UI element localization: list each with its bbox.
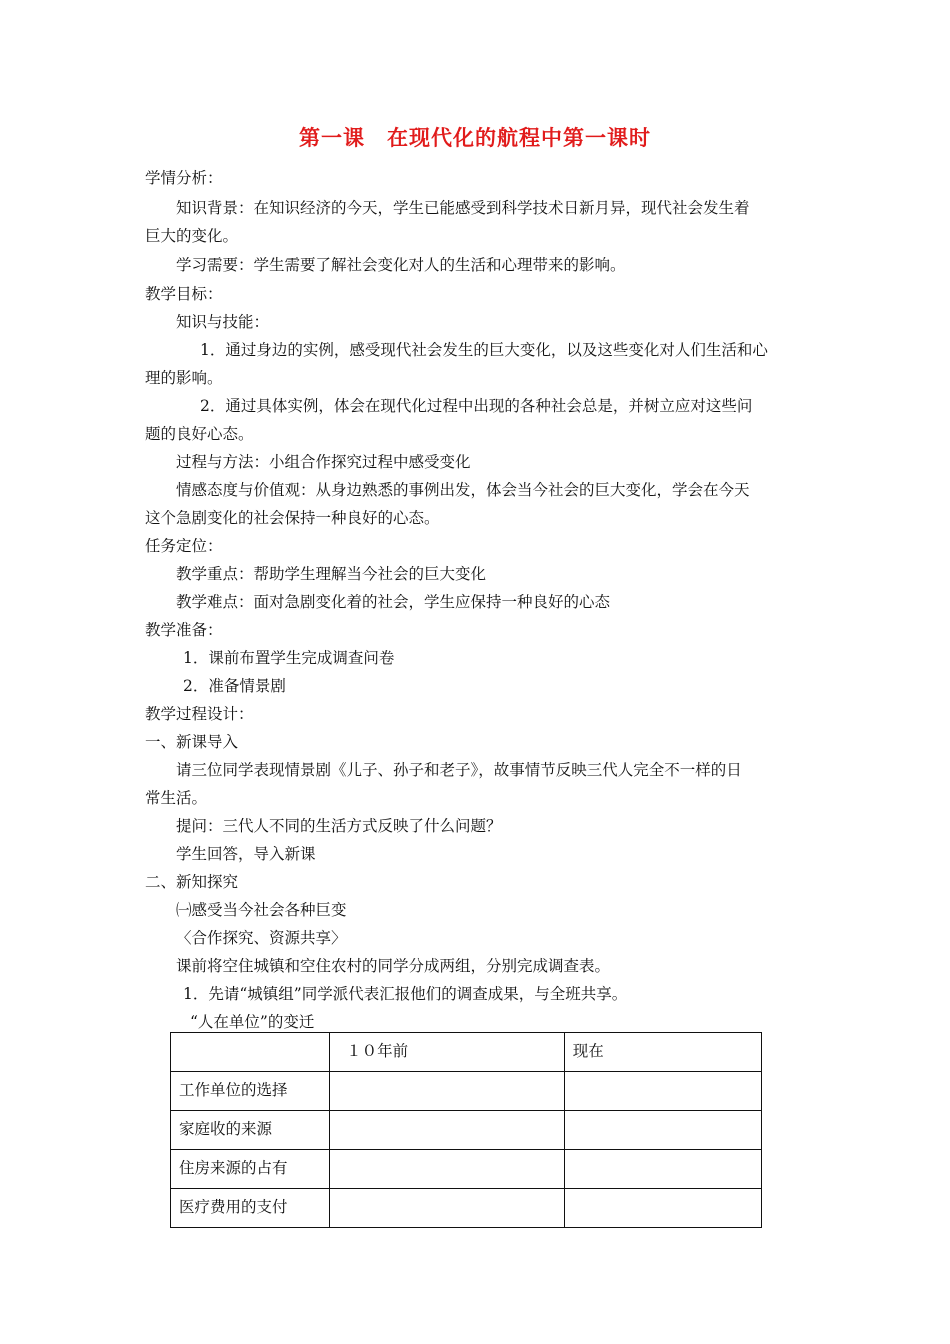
section-heading: 学情分析： [145, 169, 223, 187]
table-row [171, 1189, 762, 1228]
paragraph-line: 〈合作探究、资源共享〉 [176, 929, 347, 947]
paragraph-line: 课前将空住城镇和空住农村的同学分成两组，分别完成调查表。 [176, 957, 611, 975]
table-row [171, 1072, 762, 1111]
paragraph-line: 这个急剧变化的社会保持一种良好的心态。 [145, 509, 440, 527]
table-cell [564, 1189, 761, 1228]
subsection-heading: ㈠感受当今社会各种巨变 [176, 901, 347, 919]
table-cell: 医疗费用的支付 [171, 1189, 330, 1228]
section-heading: 一、新课导入 [145, 733, 239, 751]
table-header-row [171, 1033, 762, 1072]
section-heading: 教学过程设计： [145, 705, 254, 723]
paragraph-line: 请三位同学表现情景剧《儿子、孙子和老子》，故事情节反映三代人完全不一样的日 [176, 761, 742, 779]
table-cell [330, 1111, 565, 1150]
section-heading: 任务定位： [145, 537, 223, 555]
section-heading: 教学目标： [145, 285, 223, 303]
list-item: 1．先请“城镇组”同学派代表汇报他们的调查成果，与全班共享。 [183, 985, 628, 1003]
table-header-cell: 现在 [564, 1033, 761, 1072]
list-item: 2．准备情景剧 [183, 677, 286, 695]
table-caption: “人在单位”的变迁 [190, 1013, 315, 1031]
subsection-heading: 知识与技能： [176, 313, 270, 331]
list-item: 2．通过具体实例，体会在现代化过程中出现的各种社会总是，并树立应对这些问 [200, 397, 753, 415]
paragraph-line: 提问：三代人不同的生活方式反映了什么问题？ [176, 817, 502, 835]
paragraph-line: 巨大的变化。 [145, 227, 239, 245]
paragraph-line: 理的影响。 [145, 369, 223, 387]
page-title: 第一课 在现代化的航程中第一课时 [299, 126, 651, 150]
table-cell: 住房来源的占有 [171, 1150, 330, 1189]
survey-table [170, 1032, 762, 1228]
paragraph-line: 题的良好心态。 [145, 425, 254, 443]
paragraph-line: 情感态度与价值观：从身边熟悉的事例出发，体会当今社会的巨大变化，学会在今天 [176, 481, 750, 499]
list-item: 1．课前布置学生完成调查问卷 [183, 649, 395, 667]
section-heading: 教学准备： [145, 621, 223, 639]
paragraph-line: 知识背景：在知识经济的今天，学生已能感受到科学技术日新月异，现代社会发生着 [176, 199, 750, 217]
table-header-cell: １０年前 [330, 1033, 565, 1072]
table-cell [564, 1072, 761, 1111]
paragraph-line: 常生活。 [145, 789, 208, 807]
table-cell: 工作单位的选择 [171, 1072, 330, 1111]
paragraph-line: 学习需要：学生需要了解社会变化对人的生活和心理带来的影响。 [176, 256, 626, 274]
paragraph-line: 过程与方法：小组合作探究过程中感受变化 [176, 453, 471, 471]
table-cell: 家庭收的来源 [171, 1111, 330, 1150]
table-header-cell [171, 1033, 330, 1072]
table-cell [330, 1150, 565, 1189]
table-cell [330, 1072, 565, 1111]
section-heading: 二、新知探究 [145, 873, 239, 891]
paragraph-line: 学生回答，导入新课 [176, 845, 316, 863]
table-cell [564, 1111, 761, 1150]
table-cell [330, 1189, 565, 1228]
table-cell [564, 1150, 761, 1189]
table-row [171, 1111, 762, 1150]
paragraph-line: 教学难点：面对急剧变化着的社会，学生应保持一种良好的心态 [176, 593, 611, 611]
list-item: 1．通过身边的实例，感受现代社会发生的巨大变化，以及这些变化对人们生活和心 [200, 341, 768, 359]
table-row [171, 1150, 762, 1189]
paragraph-line: 教学重点：帮助学生理解当今社会的巨大变化 [176, 565, 487, 583]
